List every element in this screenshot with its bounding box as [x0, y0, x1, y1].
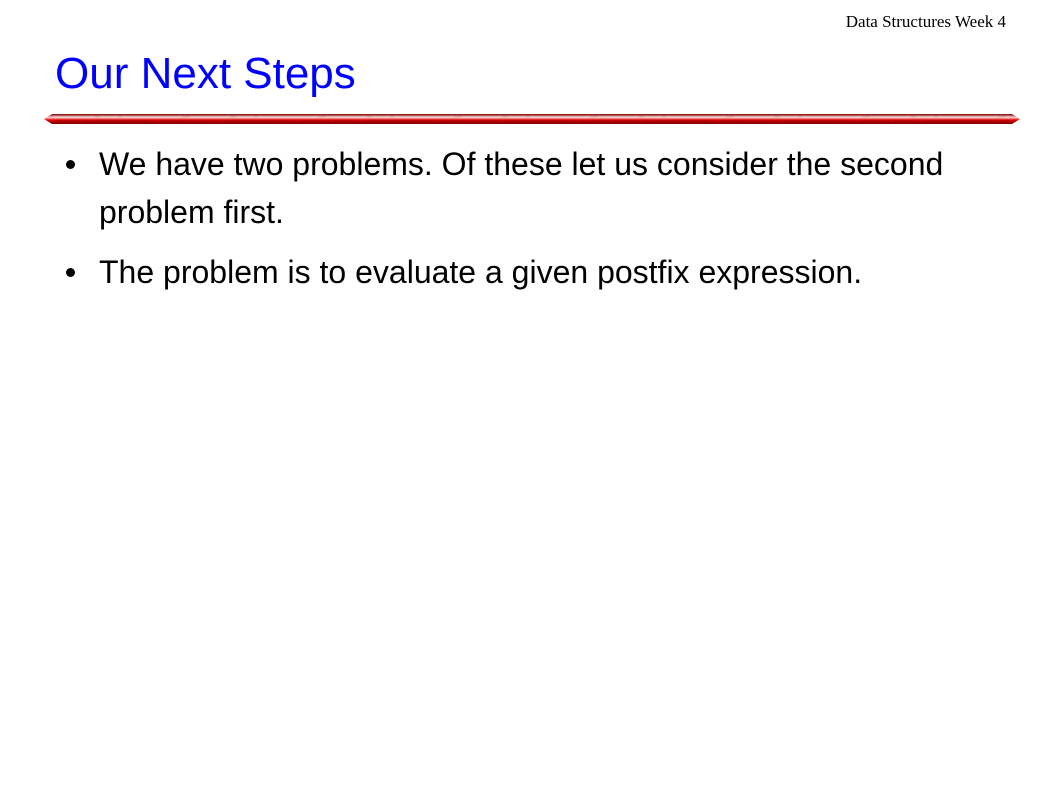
bullet-text: We have two problems. Of these let us consider the second problem first. [99, 146, 944, 230]
slide-title: Our Next Steps [55, 49, 356, 98]
bullet-text: The problem is to evaluate a given postfix expression. [99, 254, 863, 290]
bullet-item [0, 248, 1000, 296]
bullet-list [0, 140, 1000, 308]
title-underline-rule [44, 113, 1020, 125]
bullet-item [0, 140, 1000, 236]
course-label: Data Structures Week 4 [845, 12, 1006, 31]
bullet-dot-icon [66, 268, 75, 277]
bullet-dot-icon [66, 160, 75, 169]
